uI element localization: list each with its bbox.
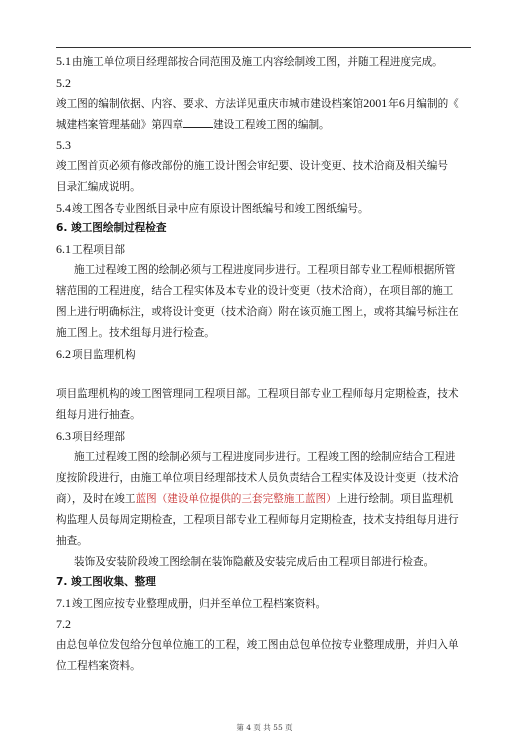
clause-text: 由施工单位项目经理部按合同范围及施工内容绘制竣工图，并随工程进度完成。 [72, 56, 443, 68]
clause-6-3-line-1: 施工过程竣工图的绘制必须与工程进度同步进行。工程竣工图的绘制应结合工程进 [74, 451, 456, 463]
clause-5-3-line-2: 目录汇编成说明。 [56, 181, 141, 193]
clause-7-2-line-2: 位工程档案资料。 [56, 660, 141, 672]
clause-6-1-line-3: 图上进行明确标注，或将设计变更（技术洽商）附在该页施工图上，或将其编号标注在 [56, 306, 459, 318]
section-6-heading: 6. 竣工图绘制过程检查 [56, 222, 167, 234]
clause-7-1: 7.1竣工图应按专业整理成册，归并至单位工程档案资料。 [56, 596, 327, 610]
clause-6-1-line-4: 施工图上。技术组每月进行检查。 [56, 327, 215, 339]
blank-underline [183, 118, 213, 128]
clause-6-1-line-2: 辖范围的工程进度，结合工程实体及本专业的设计变更（技术洽商），在项目部的施工 [56, 285, 454, 297]
clause-5-4: 5.4竣工图各专业图纸目录中应有原设计图纸编号和竣工图纸编号。 [56, 201, 369, 215]
clause-6-3-title: 6.3项目经理部 [56, 429, 125, 443]
clause-6-3-line-5: 抽查。 [56, 535, 88, 547]
clause-5-1 [56, 55, 471, 69]
clause-5-3-line-1: 竣工图首页必须有修改部份的施工设计图会审纪要、设计变更、技术洽商及相关编号 [56, 160, 448, 172]
clause-6-1-title: 6.1工程项目部 [56, 242, 125, 256]
clause-6-2-line-2: 组每月进行抽查。 [56, 409, 141, 421]
clause-5-2-line-1: 竣工图的编制依据、内容、要求、方法详见重庆市城市建设档案馆2001年6月编制的《 [56, 96, 459, 110]
clause-7-2-line-1: 由总包单位发包给分包单位施工的工程，竣工图由总包单位按专业整理成册，并归入单 [56, 639, 459, 651]
clause-number: 5.1 [56, 54, 71, 68]
clause-7-2-number: 7.2 [56, 617, 71, 631]
clause-5-3-number: 5.3 [56, 138, 71, 152]
clause-5-2-number: 5.2 [56, 76, 71, 90]
clause-6-3-line-4: 构监理人员每周定期检查，工程项目部专业工程师每月定期检查，技术支持组每月进行 [56, 514, 459, 526]
clause-6-3-line-2: 度按阶段进行，由施工单位项目经理部技术人员负责结合工程实体及设计变更（技术洽 [56, 472, 459, 484]
blueprint-word: 蓝图 [135, 493, 157, 505]
section-7-heading: 7. 竣工图收集、整理 [56, 576, 156, 588]
clause-5-2-line-2: 城建档案管理基础》第四章 建设工程竣工图的编制。 [56, 119, 330, 131]
clause-6-1-line-1: 施工过程竣工图的绘制必须与工程进度同步进行。工程项目部专业工程师根据所管 [74, 264, 456, 276]
clause-6-3-line-3: 商），及时在竣工蓝图（建设单位提供的三套完整施工蓝图）上进行绘制。项目监理机 [56, 493, 454, 505]
clause-6-2-title: 6.2项目监理机构 [56, 347, 136, 361]
clause-6-2-line-1: 项目监理机构的竣工图管理同工程项目部。工程项目部专业工程师每月定期检查，技术 [56, 388, 459, 400]
page-footer: 第 4 页 共 55 页 [236, 723, 293, 732]
header-rule [56, 47, 471, 48]
clause-6-3-line-6: 装饰及安装阶段竣工图绘制在装饰隐蔽及安装完成后由工程项目部进行检查。 [74, 556, 435, 568]
blueprint-note: （建设单位提供的三套完整施工蓝图） [156, 493, 337, 505]
